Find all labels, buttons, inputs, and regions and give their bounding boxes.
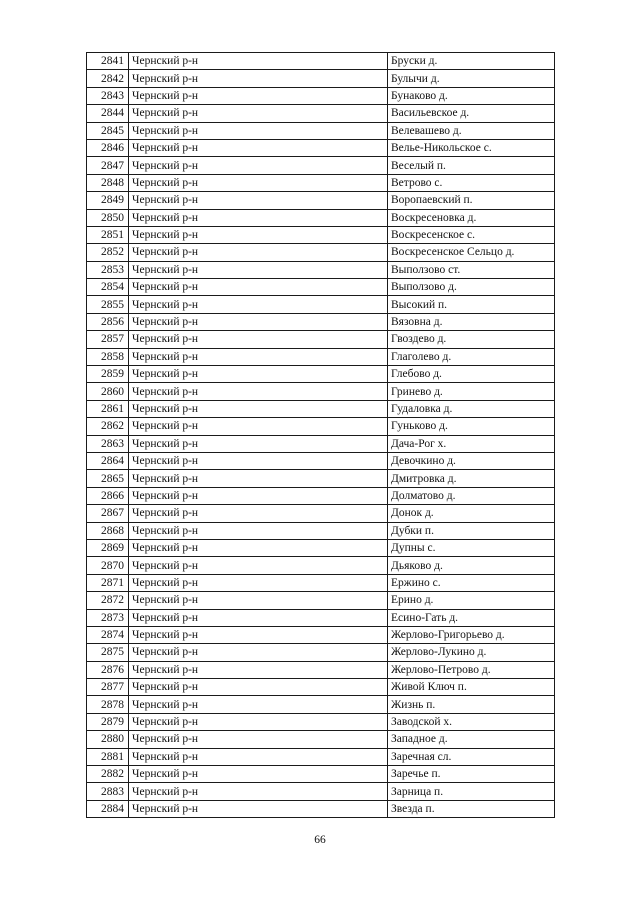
row-number-cell: 2876 — [87, 661, 129, 678]
table-row — [87, 783, 555, 800]
settlement-cell: Веселый п. — [388, 157, 555, 174]
settlement-cell: Дмитровка д. — [388, 470, 555, 487]
table-row — [87, 366, 555, 383]
district-cell: Чернский р-н — [129, 157, 388, 174]
settlement-cell: Воскресенское Сельцо д. — [388, 244, 555, 261]
row-number-cell: 2843 — [87, 87, 129, 104]
row-number-cell: 2878 — [87, 696, 129, 713]
settlement-cell: Западное д. — [388, 731, 555, 748]
settlement-cell: Жизнь п. — [388, 696, 555, 713]
district-cell: Чернский р-н — [129, 713, 388, 730]
row-number-cell: 2841 — [87, 53, 129, 70]
district-cell: Чернский р-н — [129, 574, 388, 591]
row-number-cell: 2880 — [87, 731, 129, 748]
district-cell: Чернский р-н — [129, 366, 388, 383]
row-number-cell: 2868 — [87, 522, 129, 539]
row-number-cell: 2855 — [87, 296, 129, 313]
district-cell: Чернский р-н — [129, 766, 388, 783]
settlement-cell: Живой Ключ п. — [388, 679, 555, 696]
row-number-cell: 2877 — [87, 679, 129, 696]
district-cell: Чернский р-н — [129, 192, 388, 209]
settlement-cell: Велевашево д. — [388, 122, 555, 139]
settlement-cell: Воропаевский п. — [388, 192, 555, 209]
district-cell: Чернский р-н — [129, 418, 388, 435]
district-cell: Чернский р-н — [129, 783, 388, 800]
table-row — [87, 209, 555, 226]
row-number-cell: 2846 — [87, 139, 129, 156]
table-row — [87, 435, 555, 452]
row-number-cell: 2872 — [87, 592, 129, 609]
district-cell: Чернский р-н — [129, 592, 388, 609]
table-body — [87, 53, 555, 818]
table-row — [87, 53, 555, 70]
row-number-cell: 2881 — [87, 748, 129, 765]
settlement-cell: Гуньково д. — [388, 418, 555, 435]
table-row — [87, 383, 555, 400]
table-row — [87, 679, 555, 696]
district-cell: Чернский р-н — [129, 626, 388, 643]
settlement-cell: Зарница п. — [388, 783, 555, 800]
district-cell: Чернский р-н — [129, 505, 388, 522]
district-cell: Чернский р-н — [129, 644, 388, 661]
settlements-table — [86, 52, 555, 818]
district-cell: Чернский р-н — [129, 105, 388, 122]
table-row — [87, 313, 555, 330]
row-number-cell: 2860 — [87, 383, 129, 400]
district-cell: Чернский р-н — [129, 435, 388, 452]
table-row — [87, 766, 555, 783]
table-row — [87, 70, 555, 87]
settlement-cell: Жерлово-Петрово д. — [388, 661, 555, 678]
settlement-cell: Глебово д. — [388, 366, 555, 383]
row-number-cell: 2844 — [87, 105, 129, 122]
settlement-cell: Донок д. — [388, 505, 555, 522]
district-cell: Чернский р-н — [129, 87, 388, 104]
settlement-cell: Звезда п. — [388, 800, 555, 817]
row-number-cell: 2849 — [87, 192, 129, 209]
table-row — [87, 174, 555, 191]
row-number-cell: 2884 — [87, 800, 129, 817]
row-number-cell: 2859 — [87, 366, 129, 383]
district-cell: Чернский р-н — [129, 53, 388, 70]
settlement-cell: Гудаловка д. — [388, 400, 555, 417]
row-number-cell: 2857 — [87, 331, 129, 348]
settlement-cell: Булычи д. — [388, 70, 555, 87]
row-number-cell: 2867 — [87, 505, 129, 522]
row-number-cell: 2870 — [87, 557, 129, 574]
settlement-cell: Есино-Гать д. — [388, 609, 555, 626]
row-number-cell: 2866 — [87, 487, 129, 504]
district-cell: Чернский р-н — [129, 331, 388, 348]
settlement-cell: Глаголево д. — [388, 348, 555, 365]
row-number-cell: 2869 — [87, 539, 129, 556]
row-number-cell: 2842 — [87, 70, 129, 87]
row-number-cell: 2882 — [87, 766, 129, 783]
district-cell: Чернский р-н — [129, 261, 388, 278]
district-cell: Чернский р-н — [129, 400, 388, 417]
settlement-cell: Выползово д. — [388, 279, 555, 296]
district-cell: Чернский р-н — [129, 731, 388, 748]
table-row — [87, 87, 555, 104]
settlement-cell: Васильевское д. — [388, 105, 555, 122]
settlement-cell: Жерлово-Григорьево д. — [388, 626, 555, 643]
settlement-cell: Дача-Рог х. — [388, 435, 555, 452]
settlement-cell: Гринево д. — [388, 383, 555, 400]
settlement-cell: Жерлово-Лукино д. — [388, 644, 555, 661]
table-row — [87, 139, 555, 156]
row-number-cell: 2874 — [87, 626, 129, 643]
table-row — [87, 713, 555, 730]
table-row — [87, 348, 555, 365]
settlement-cell: Заречная сл. — [388, 748, 555, 765]
table-row — [87, 748, 555, 765]
district-cell: Чернский р-н — [129, 800, 388, 817]
row-number-cell: 2873 — [87, 609, 129, 626]
table-row — [87, 244, 555, 261]
settlement-cell: Ерино д. — [388, 592, 555, 609]
district-cell: Чернский р-н — [129, 661, 388, 678]
settlement-cell: Бунаково д. — [388, 87, 555, 104]
table-row — [87, 731, 555, 748]
district-cell: Чернский р-н — [129, 609, 388, 626]
table-row — [87, 400, 555, 417]
table-row — [87, 279, 555, 296]
settlement-cell: Долматово д. — [388, 487, 555, 504]
settlement-cell: Ержино с. — [388, 574, 555, 591]
table-row — [87, 696, 555, 713]
row-number-cell: 2875 — [87, 644, 129, 661]
district-cell: Чернский р-н — [129, 348, 388, 365]
district-cell: Чернский р-н — [129, 383, 388, 400]
settlement-cell: Воскресенское с. — [388, 226, 555, 243]
district-cell: Чернский р-н — [129, 696, 388, 713]
settlement-cell: Заречье п. — [388, 766, 555, 783]
table-row — [87, 487, 555, 504]
district-cell: Чернский р-н — [129, 226, 388, 243]
row-number-cell: 2879 — [87, 713, 129, 730]
settlement-cell: Вязовна д. — [388, 313, 555, 330]
row-number-cell: 2865 — [87, 470, 129, 487]
district-cell: Чернский р-н — [129, 244, 388, 261]
district-cell: Чернский р-н — [129, 522, 388, 539]
row-number-cell: 2845 — [87, 122, 129, 139]
table-row — [87, 296, 555, 313]
district-cell: Чернский р-н — [129, 296, 388, 313]
table-row — [87, 626, 555, 643]
table-row — [87, 644, 555, 661]
row-number-cell: 2883 — [87, 783, 129, 800]
table-row — [87, 105, 555, 122]
district-cell: Чернский р-н — [129, 313, 388, 330]
district-cell: Чернский р-н — [129, 209, 388, 226]
district-cell: Чернский р-н — [129, 452, 388, 469]
settlement-cell: Выползово ст. — [388, 261, 555, 278]
row-number-cell: 2847 — [87, 157, 129, 174]
settlement-cell: Заводской х. — [388, 713, 555, 730]
district-cell: Чернский р-н — [129, 748, 388, 765]
table-row — [87, 261, 555, 278]
settlement-cell: Ветрово с. — [388, 174, 555, 191]
district-cell: Чернский р-н — [129, 470, 388, 487]
district-cell: Чернский р-н — [129, 174, 388, 191]
table-row — [87, 192, 555, 209]
settlement-cell: Дьяково д. — [388, 557, 555, 574]
district-cell: Чернский р-н — [129, 679, 388, 696]
table-row — [87, 800, 555, 817]
table-row — [87, 592, 555, 609]
table-row — [87, 539, 555, 556]
table-row — [87, 452, 555, 469]
table-row — [87, 418, 555, 435]
district-cell: Чернский р-н — [129, 539, 388, 556]
table-row — [87, 226, 555, 243]
row-number-cell: 2871 — [87, 574, 129, 591]
page-number: 66 — [314, 834, 326, 846]
district-cell: Чернский р-н — [129, 139, 388, 156]
row-number-cell: 2850 — [87, 209, 129, 226]
table-row — [87, 557, 555, 574]
settlement-cell: Высокий п. — [388, 296, 555, 313]
row-number-cell: 2861 — [87, 400, 129, 417]
row-number-cell: 2852 — [87, 244, 129, 261]
district-cell: Чернский р-н — [129, 557, 388, 574]
settlement-cell: Велье-Никольское с. — [388, 139, 555, 156]
row-number-cell: 2856 — [87, 313, 129, 330]
row-number-cell: 2862 — [87, 418, 129, 435]
row-number-cell: 2851 — [87, 226, 129, 243]
table-row — [87, 574, 555, 591]
row-number-cell: 2863 — [87, 435, 129, 452]
row-number-cell: 2854 — [87, 279, 129, 296]
table-row — [87, 122, 555, 139]
settlement-cell: Девочкино д. — [388, 452, 555, 469]
district-cell: Чернский р-н — [129, 487, 388, 504]
table-row — [87, 157, 555, 174]
settlement-cell: Дубки п. — [388, 522, 555, 539]
district-cell: Чернский р-н — [129, 122, 388, 139]
table-row — [87, 505, 555, 522]
row-number-cell: 2853 — [87, 261, 129, 278]
row-number-cell: 2864 — [87, 452, 129, 469]
table-row — [87, 331, 555, 348]
row-number-cell: 2848 — [87, 174, 129, 191]
settlement-cell: Дупны с. — [388, 539, 555, 556]
settlement-cell: Гвоздево д. — [388, 331, 555, 348]
table-row — [87, 609, 555, 626]
table-row — [87, 470, 555, 487]
table-row — [87, 522, 555, 539]
row-number-cell: 2858 — [87, 348, 129, 365]
district-cell: Чернский р-н — [129, 70, 388, 87]
district-cell: Чернский р-н — [129, 279, 388, 296]
table-row — [87, 661, 555, 678]
settlement-cell: Воскресеновка д. — [388, 209, 555, 226]
settlement-cell: Бруски д. — [388, 53, 555, 70]
